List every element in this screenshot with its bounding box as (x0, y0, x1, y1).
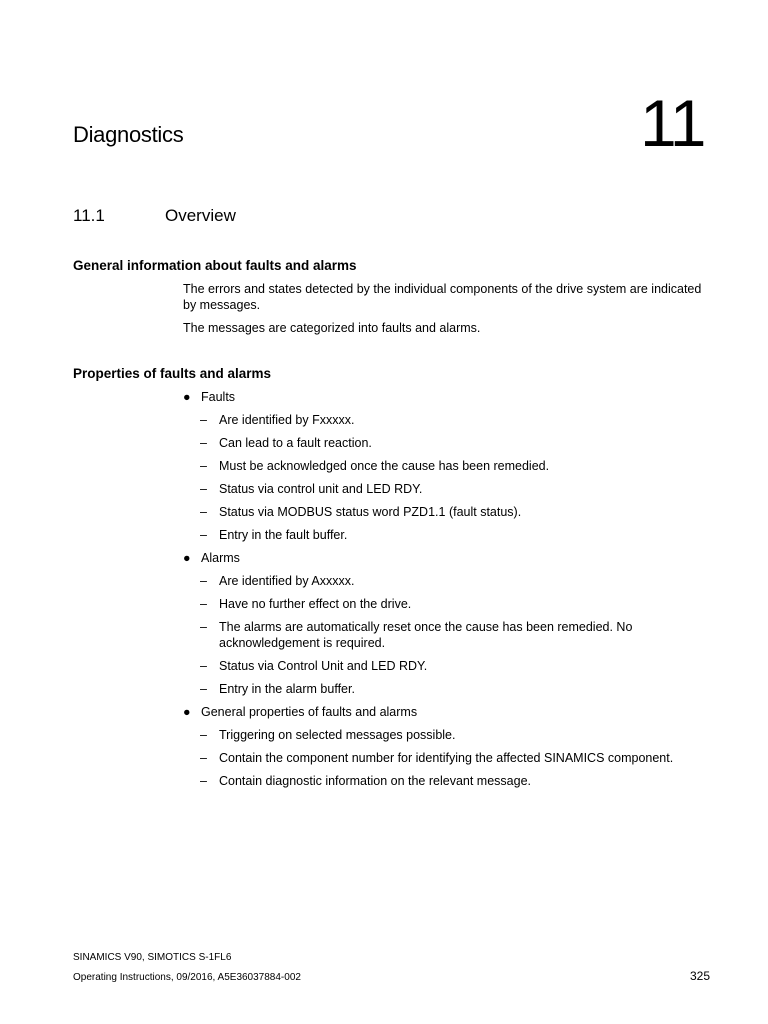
sub-item (183, 504, 713, 520)
dash-icon: – (200, 659, 207, 673)
dash-icon: – (200, 574, 207, 588)
sub-item-text: Status via control unit and LED RDY. (219, 482, 423, 496)
chapter-number: 11 (640, 86, 705, 160)
dash-icon: – (200, 597, 207, 611)
chapter-title: Diagnostics (73, 122, 184, 147)
sub-item (183, 750, 713, 766)
sub-item (183, 435, 713, 451)
bullet-item (183, 550, 713, 566)
section-number: 11.1 (73, 206, 105, 225)
footer-document-info: Operating Instructions, 09/2016, A5E36037884-002 (73, 972, 301, 983)
section-title: Overview (165, 206, 236, 225)
sub-item (183, 773, 713, 789)
sub-item-text: Must be acknowledged once the cause has been remedied. (219, 459, 550, 473)
dash-icon: – (200, 436, 207, 450)
sub-item-text: Have no further effect on the drive. (219, 597, 412, 611)
sub-item-text: Status via MODBUS status word PZD1.1 (fault status). (219, 505, 522, 519)
sub-item-text: Contain diagnostic information on the relevant message. (219, 774, 531, 788)
bullet-label: General properties of faults and alarms (201, 705, 418, 719)
properties-list (183, 389, 713, 796)
dash-icon: – (200, 459, 207, 473)
dash-icon: – (200, 728, 207, 742)
page-number: 325 (690, 969, 711, 983)
dash-icon: – (200, 482, 207, 496)
dash-icon: – (200, 620, 207, 634)
sub-item (183, 681, 713, 697)
sub-item-text: Entry in the alarm buffer. (219, 682, 355, 696)
bullet-label: Alarms (201, 551, 240, 565)
properties-heading: Properties of faults and alarms (73, 366, 272, 381)
bullet-dot-icon: ● (183, 705, 191, 719)
sub-item-text: Triggering on selected messages possible. (219, 728, 456, 742)
sub-item (183, 596, 713, 612)
dash-icon: – (200, 774, 207, 788)
footer-product: SINAMICS V90, SIMOTICS S-1FL6 (73, 952, 232, 963)
sub-item (183, 658, 713, 674)
sub-item-text: The alarms are automatically reset once the cause has been remedied. No acknowledgement is required. (219, 620, 633, 650)
sub-item-text: Are identified by Fxxxxx. (219, 413, 355, 427)
bullet-item (183, 704, 713, 720)
sub-item (183, 412, 713, 428)
sub-item-text: Can lead to a fault reaction. (219, 436, 372, 450)
sub-item (183, 727, 713, 743)
general-info-heading: General information about faults and alarms (73, 258, 357, 273)
sub-item-text: Are identified by Axxxxx. (219, 574, 355, 588)
bullet-dot-icon: ● (183, 551, 191, 565)
sub-item-text: Entry in the fault buffer. (219, 528, 348, 542)
dash-icon: – (200, 505, 207, 519)
sub-item (183, 527, 713, 543)
sub-item (183, 481, 713, 497)
sub-item (183, 458, 713, 474)
dash-icon: – (200, 413, 207, 427)
general-info-paragraph: The messages are categorized into faults and alarms. (183, 321, 481, 335)
dash-icon: – (200, 528, 207, 542)
dash-icon: – (200, 682, 207, 696)
dash-icon: – (200, 751, 207, 765)
sub-item-text: Status via Control Unit and LED RDY. (219, 659, 428, 673)
bullet-dot-icon: ● (183, 390, 191, 404)
bullet-item (183, 389, 713, 405)
sub-item (183, 573, 713, 589)
sub-item (183, 619, 713, 651)
general-info-paragraph: The errors and states detected by the individual components of the drive system are indicated by messages. (183, 282, 702, 312)
sub-item-text: Contain the component number for identifying the affected SINAMICS component. (219, 751, 674, 765)
bullet-label: Faults (201, 390, 236, 404)
